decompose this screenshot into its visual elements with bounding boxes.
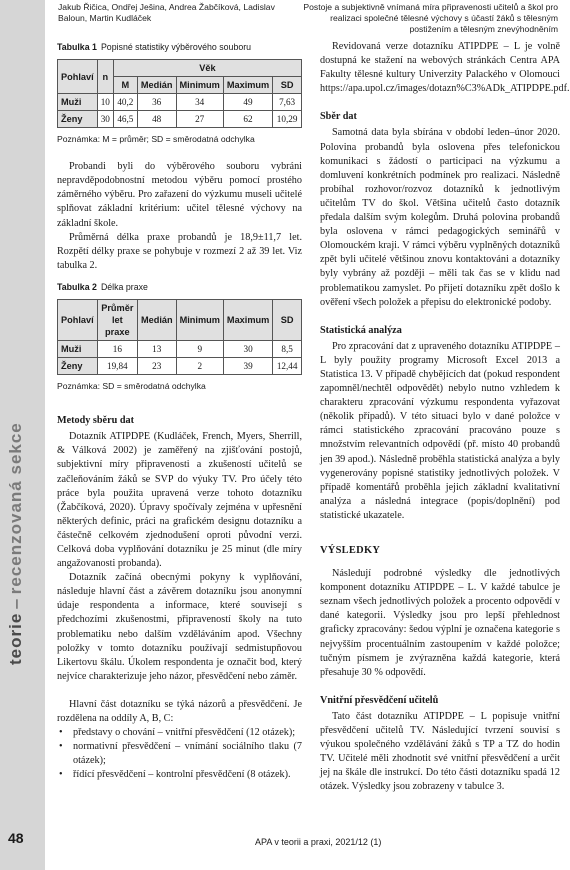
table1-header-cell: M bbox=[113, 77, 137, 94]
table-row bbox=[58, 111, 302, 128]
table2-cell: 2 bbox=[176, 358, 223, 375]
table1-header-cell: Maximum bbox=[223, 77, 272, 94]
section-label-part2: recenzovaná sekce bbox=[6, 422, 25, 595]
table2-cell: 12,44 bbox=[273, 358, 302, 375]
table1-cell: Ženy bbox=[58, 111, 98, 128]
heading-metody: Metody sběru dat bbox=[57, 415, 134, 427]
table2 bbox=[57, 299, 302, 375]
journal-footer: APA v teorii a praxi, 2021/12 (1) bbox=[255, 837, 382, 847]
table1-cell: 40,2 bbox=[113, 94, 137, 111]
heading-analyza: Statistická analýza bbox=[320, 324, 402, 336]
table1-cell: 27 bbox=[176, 111, 223, 128]
table2-caption-text: Délka praxe bbox=[100, 281, 148, 292]
table2-cell: 16 bbox=[97, 341, 137, 358]
table1-cell: 10,29 bbox=[273, 111, 302, 128]
table2-cell: Muži bbox=[58, 341, 98, 358]
section-label-part1: teorie bbox=[6, 612, 25, 665]
table1-group-header: Věk bbox=[113, 60, 301, 77]
table1-header-cell: n bbox=[97, 60, 113, 94]
table2-cell: 8,5 bbox=[273, 341, 302, 358]
table1-cell: 7,63 bbox=[273, 94, 302, 111]
table1-note: Poznámka: M = průměr; SD = směrodatná odchylka bbox=[57, 134, 255, 145]
table1-cell: 10 bbox=[97, 94, 113, 111]
table2-cell: Ženy bbox=[58, 358, 98, 375]
section-label-dash: – bbox=[6, 598, 25, 609]
paragraph: Probandi byli do výběrového souboru vybráni nepravděpodobnostní metodou výběru pomocí prostého záměrného výběru. Pro zařazení do výzkumu museli učitelé splňovat základní kritérium: učitel tělesné výchovy na základní škole. bbox=[57, 161, 302, 229]
table1-header-cell: Pohlaví bbox=[58, 60, 98, 94]
table2-cell: 13 bbox=[137, 341, 176, 358]
table2-header-cell: Maximum bbox=[223, 300, 272, 341]
table-row bbox=[58, 94, 302, 111]
paragraph: Dotazník ATIPDPE (Kudláček, French, Myers, Sherrill, & Válková 2002) je zaměřený na zjišťování postojů, subjektivní míry připravenosti a zkušeností učitelů se začleňováním žáků se SVP do výuky TV. Pro účely této práce byla použita upravená verze tohoto dotazníku (Žabčíková, 2020). Úpravy spočívaly zejména v upřesnění některých definic, práci na grafickém designu dotazníku a částečně celkovém zjednodušení oproti původní verzi. Celková doba vyplňování dotazníku je 25 minut (dle míry angažovanosti probanda). bbox=[57, 431, 302, 570]
table2-caption bbox=[57, 280, 302, 294]
heading-vysledky: VÝSLEDKY bbox=[320, 545, 381, 556]
paragraph: Dotazník začíná obecnými pokyny k vyplňování, následuje hlavní část a závěrem dotazníku jsou anonymní údaje respondenta a informace, které souvisejí s předchozími zkušenostmi, připraveností školy na tuto problematiku nebo dalším vzděláváním apod. Všechny položky v tomto dotazníku používají sedmistupňovou Likertovu škálu. Úkolem respondenta je označit bod, který nejvíce charakterizuje jeho názor, přesvědčení nebo záměr. bbox=[57, 572, 302, 682]
bullet-list bbox=[57, 726, 302, 782]
table2-cell: 19,84 bbox=[97, 358, 137, 375]
table2-cell: 9 bbox=[176, 341, 223, 358]
table1-caption bbox=[57, 40, 302, 54]
table1-header-cell: Medián bbox=[137, 77, 176, 94]
heading-vnitrni: Vnitřní přesvědčení učitelů bbox=[320, 694, 439, 706]
table2-cell: 30 bbox=[223, 341, 272, 358]
paragraph: Pro zpracování dat z upraveného dotazníku ATIPDPE – L byly použity programy Microsoft Excel 2013 a Statistica 13. V případě chybějících dat (pokud respondent zapomněl/nechtěl odpovědět) nebylo nutno vzhledem k charakteru zpracování výzkumu respondenta vyřazovat (několik případů). V této situaci bylo v dané položce v rámci statistického zpracování pracováno pouze s množstvím relevantních odpovědí (př. místo 40 probandů jen 39 apod.). Následně proběhla statistická analýza a byly vygenerovány popisné statistiky jednotlivých položek. V případě komentářů proběhla jejich základní kvalitativní analýza a následná integrace (popis/doplnění) pod statistické ukazatele. bbox=[320, 340, 560, 521]
table2-label: Tabulka 2 bbox=[57, 281, 97, 292]
table2-header-cell: Minimum bbox=[176, 300, 223, 341]
table1-cell: 34 bbox=[176, 94, 223, 111]
table2-note: Poznámka: SD = směrodatná odchylka bbox=[57, 381, 206, 392]
table2-cell: 39 bbox=[223, 358, 272, 375]
heading-sber: Sběr dat bbox=[320, 111, 357, 123]
table2-header-cell: SD bbox=[273, 300, 302, 341]
table1-header-cell: SD bbox=[273, 77, 302, 94]
table1-caption-text: Popisné statistiky výběrového souboru bbox=[100, 42, 252, 52]
paragraph: Revidovaná verze dotazníku ATIPDPE – L je volně dostupná ke stažení na webových stránkách Centra APA Fakulty tělesné kultury Univerzity Palackého v Olomouci https://apa.upol.cz/images/dotazn%C3%ADk_ATIPDPE.pdf. bbox=[320, 41, 570, 95]
paragraph: Průměrná délka praxe probandů je 18,9±11,7 let. Rozpětí délky praxe se pohybuje v rozmezí 2 až 39 let. Viz tabulka 2. bbox=[57, 231, 302, 271]
table1-cell: 30 bbox=[97, 111, 113, 128]
table2-header-cell: Průměr let praxe bbox=[97, 300, 137, 341]
table1-cell: 62 bbox=[223, 111, 272, 128]
list-item: • řídící přesvědčení – kontrolní přesvědčení (8 otázek). bbox=[67, 768, 302, 782]
running-header-title: Postoje a subjektivně vnímaná míra připravenosti učitelů a škol pro realizaci společné tělesné výchovy s účastí žáků s tělesným postižením a tělesným znevýhodněním bbox=[303, 2, 558, 34]
table1-cell: 46,5 bbox=[113, 111, 137, 128]
list-item: • představy o chování – vnitřní přesvědčení (12 otázek); bbox=[67, 726, 302, 740]
left-column bbox=[57, 40, 302, 782]
paragraph: Následují podrobné výsledky dle jednotlivých komponent dotazníku ATIPDPE – L. V každé tabulce je seznam všech jednotlivých položek a procento odpovědí v dané kategorii. Výsledky jsou pro lepší přehlednost graficky zpracovány: šedou výplní je označena kategorie s nejvyšším procentuálním zastoupením v každé položce; tučným písmem je zvýrazněna každá kategorie, která přesahuje 30 % odpovědí. bbox=[320, 568, 560, 678]
table1-cell: 48 bbox=[137, 111, 176, 128]
table1 bbox=[57, 59, 302, 128]
table1-label: Tabulka 1 bbox=[57, 42, 97, 52]
table2-header-cell: Medián bbox=[137, 300, 176, 341]
section-label bbox=[6, 422, 26, 665]
paragraph: Hlavní část dotazníku se týká názorů a přesvědčení. Je rozdělena na oddíly A, B, C: bbox=[57, 698, 302, 724]
list-item: • normativní přesvědčení – vnímání sociálního tlaku (7 otázek); bbox=[67, 740, 302, 768]
running-header-authors: Jakub Řičica, Ondřej Ješina, Andrea Žabčíková, Ladislav Baloun, Martin Kudláček bbox=[58, 2, 275, 23]
paragraph: Samotná data byla sbírána v období leden–únor 2020. Polovina probandů byla oslovena přes telefonickou komunikaci s žádostí o participaci na výzkumu a domluvení konkrétních podmínek pro realizaci. Následně probíhal rozhovor/rozvoz dotazníků k jednotlivým učitelům TV do škol. Většina učitelů často dotazník předala dalším svým kolegům. Druhá polovina probandů byla oslovena v rámci pedagogických seminářů v Olomouckém kraji. V rámci výběru vyplněných dotazníků zpět byli učitelé většinou znovu kontaktováni a dotazníky byly vybrány až později – měli tak čas se v klidu nad problematikou zamyslet. Po přijetí dotazníku zpět došlo k ověření všech položek a přepisu do elektronické podoby. bbox=[320, 127, 560, 308]
table2-cell: 23 bbox=[137, 358, 176, 375]
table1-cell: 36 bbox=[137, 94, 176, 111]
table-row bbox=[58, 358, 302, 375]
table1-header-cell: Minimum bbox=[176, 77, 223, 94]
page-number: 48 bbox=[8, 830, 24, 846]
paragraph: Tato část dotazníku ATIPDPE – L popisuje vnitřní přesvědčení učitelů TV. Následující tvrzení souvisí s výukou společného vzdělávání žáků s TP a TZ do hodin TV. Učitelé měli zhodnotit své vnitřní přesvědčení a určit jej na škále dle instrukcí. Do této části dotazníku spadá 12 otázek. Výsledky jsou zobrazeny v tabulce 3. bbox=[320, 710, 560, 793]
table2-header-cell: Pohlaví bbox=[58, 300, 98, 341]
right-column bbox=[320, 40, 570, 795]
table1-cell: Muži bbox=[58, 94, 98, 111]
table-row bbox=[58, 341, 302, 358]
table1-cell: 49 bbox=[223, 94, 272, 111]
